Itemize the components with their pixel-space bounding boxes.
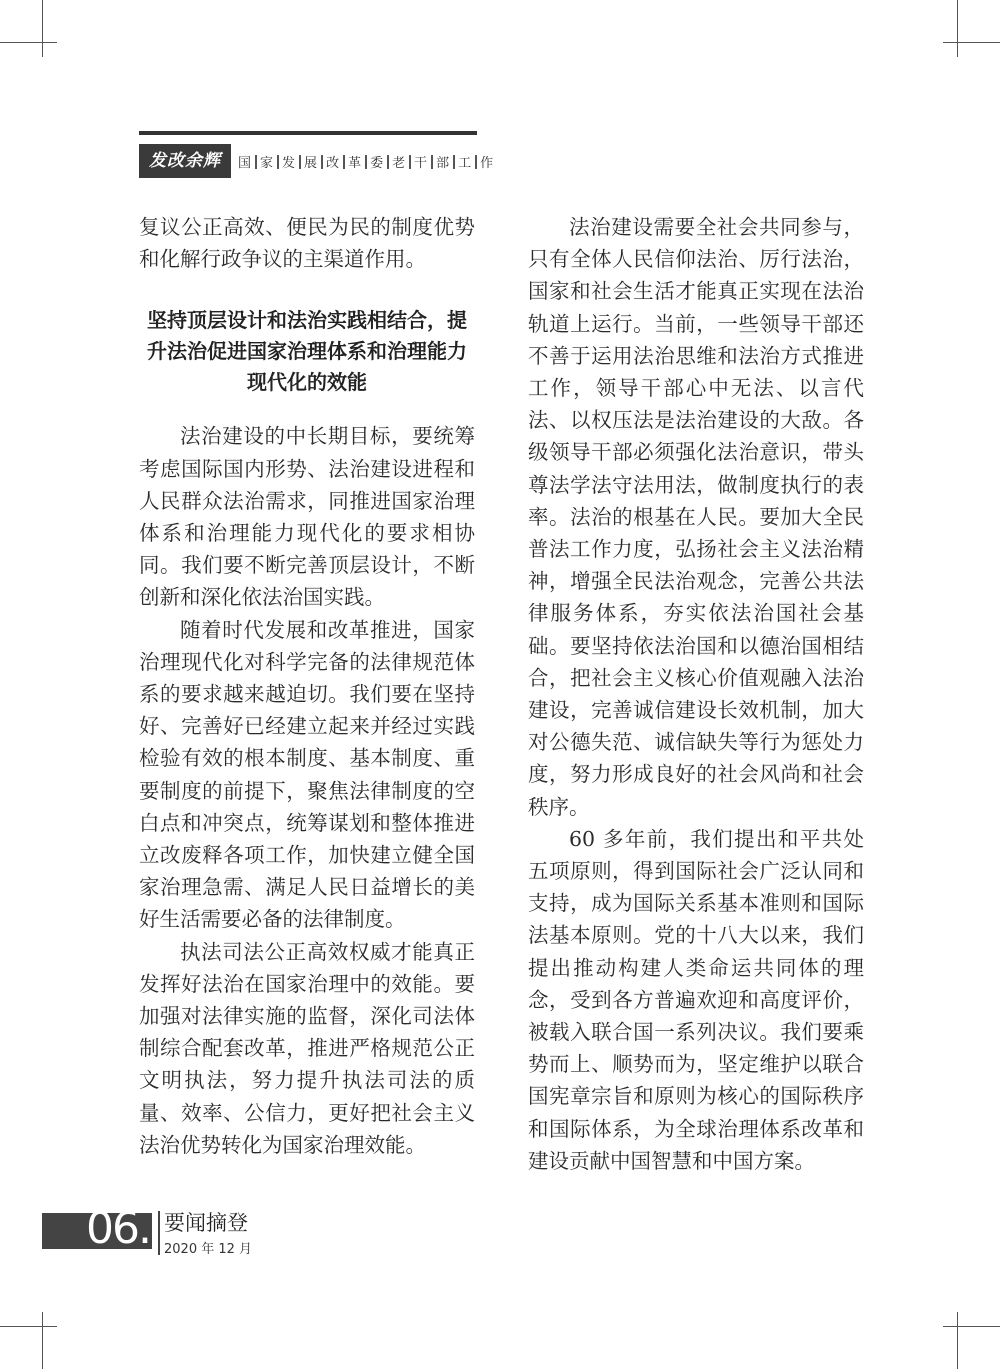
crop-mark xyxy=(957,1312,958,1369)
subtitle-divider xyxy=(453,155,455,169)
right-column xyxy=(528,211,864,1177)
left-column xyxy=(139,211,475,1161)
subtitle-divider xyxy=(277,155,279,169)
subtitle-char: 老 xyxy=(392,156,407,171)
subtitle-char: 展 xyxy=(304,156,319,171)
subtitle-char: 发 xyxy=(282,156,297,171)
subtitle-divider xyxy=(255,155,257,169)
page-number: 06. xyxy=(86,1203,150,1254)
subtitle-char: 家 xyxy=(260,156,275,171)
subtitle-char: 工 xyxy=(458,156,473,171)
subtitle-divider xyxy=(321,155,323,169)
subtitle-char: 作 xyxy=(480,156,495,171)
subtitle-char: 部 xyxy=(436,156,451,171)
subtitle-char: 干 xyxy=(414,156,429,171)
crop-mark xyxy=(943,1326,1000,1327)
magazine-logo: 发改余辉 xyxy=(139,144,231,178)
section-heading: 坚持顶层设计和法治实践相结合，提升法治促进国家治理体系和治理能力现代化的效能 xyxy=(147,308,467,395)
subtitle-divider xyxy=(475,155,477,169)
subtitle-divider xyxy=(409,155,411,169)
subtitle-divider xyxy=(299,155,301,169)
subtitle-divider xyxy=(431,155,433,169)
body-paragraph: 法治建设的中长期目标，要统筹考虑国际国内形势、法治建设进程和人民群众法治需求，同推进国家治理体系和治理能力现代化的要求相协同。我们要不断完善顶层设计，不断创新和深化依法治国实践。 xyxy=(139,424,475,610)
subtitle-divider xyxy=(387,155,389,169)
crop-mark xyxy=(0,42,57,43)
body-paragraph: 复议公正高效、便民为民的制度优势和化解行政争议的主渠道作用。 xyxy=(139,215,475,272)
crop-mark xyxy=(957,0,958,57)
body-paragraph: 法治建设需要全社会共同参与，只有全体人民信仰法治、厉行法治，国家和社会生活才能真正实现在法治轨道上运行。当前，一些领导干部还不善于运用法治思维和法治方式推进工作，领导干部心中无法、以言代法、以权压法是法治建设的大敌。各级领导干部必须强化法治意识，带头尊法学法守法用法，做制度执行的表率。法治的根基在人民。要加大全民普法工作力度，弘扬社会主义法治精神，增强全民法治观念，完善公共法律服务体系，夯实依法治国社会基础。要坚持依法治国和以德治国相结合，把社会主义核心价值观融入法治建设，完善诚信建设长效机制，加大对公德失范、诚信缺失等行为惩处力度，努力形成良好的社会风尚和社会秩序。 xyxy=(528,215,864,819)
crop-mark xyxy=(0,1326,57,1327)
crop-mark xyxy=(943,42,1000,43)
crop-mark xyxy=(42,0,43,57)
section-name: 要闻摘登 xyxy=(164,1211,248,1235)
subtitle-char: 革 xyxy=(348,156,363,171)
crop-mark xyxy=(42,1312,43,1369)
body-paragraph: 随着时代发展和改革推进，国家治理现代化对科学完备的法律规范体系的要求越来越迫切。我们要在坚持好、完善好已经建立起来并经过实践检验有效的根本制度、基本制度、重要制度的前提下，聚焦法律制度的空白点和冲突点，统筹谋划和整体推进立改废释各项工作，加快建立健全国家治理急需、满足人民日益增长的美好生活需要必备的法律制度。 xyxy=(139,617,475,932)
body-paragraph: 60 多年前，我们提出和平共处五项原则，得到国际社会广泛认同和支持，成为国际关系基本准则和国际法基本原则。党的十八大以来，我们提出推动构建人类命运共同体的理念，受到各方普遍欢迎和高度评价，被载入联合国一系列决议。我们要乘势而上、顺势而为，坚定维护以联合国宪章宗旨和原则为核心的国际秩序和国际体系，为全球治理体系改革和建设贡献中国智慧和中国方案。 xyxy=(528,826,864,1173)
subtitle-divider xyxy=(365,155,367,169)
subtitle-char: 国 xyxy=(238,156,253,171)
footer-divider xyxy=(158,1211,160,1255)
subtitle-divider xyxy=(343,155,345,169)
body-paragraph: 执法司法公正高效权威才能真正发挥好法治在国家治理中的效能。要加强对法律实施的监督，深化司法体制综合配套改革，推进严格规范公正文明执法，努力提升执法司法的质量、效率、公信力，更好把社会主义法治优势转化为国家治理效能。 xyxy=(139,939,475,1157)
header-subtitle xyxy=(238,152,495,171)
subtitle-char: 委 xyxy=(370,156,385,171)
subtitle-char: 改 xyxy=(326,156,341,171)
header-rule xyxy=(139,131,477,135)
issue-date: 2020 年 12 月 xyxy=(164,1242,253,1257)
